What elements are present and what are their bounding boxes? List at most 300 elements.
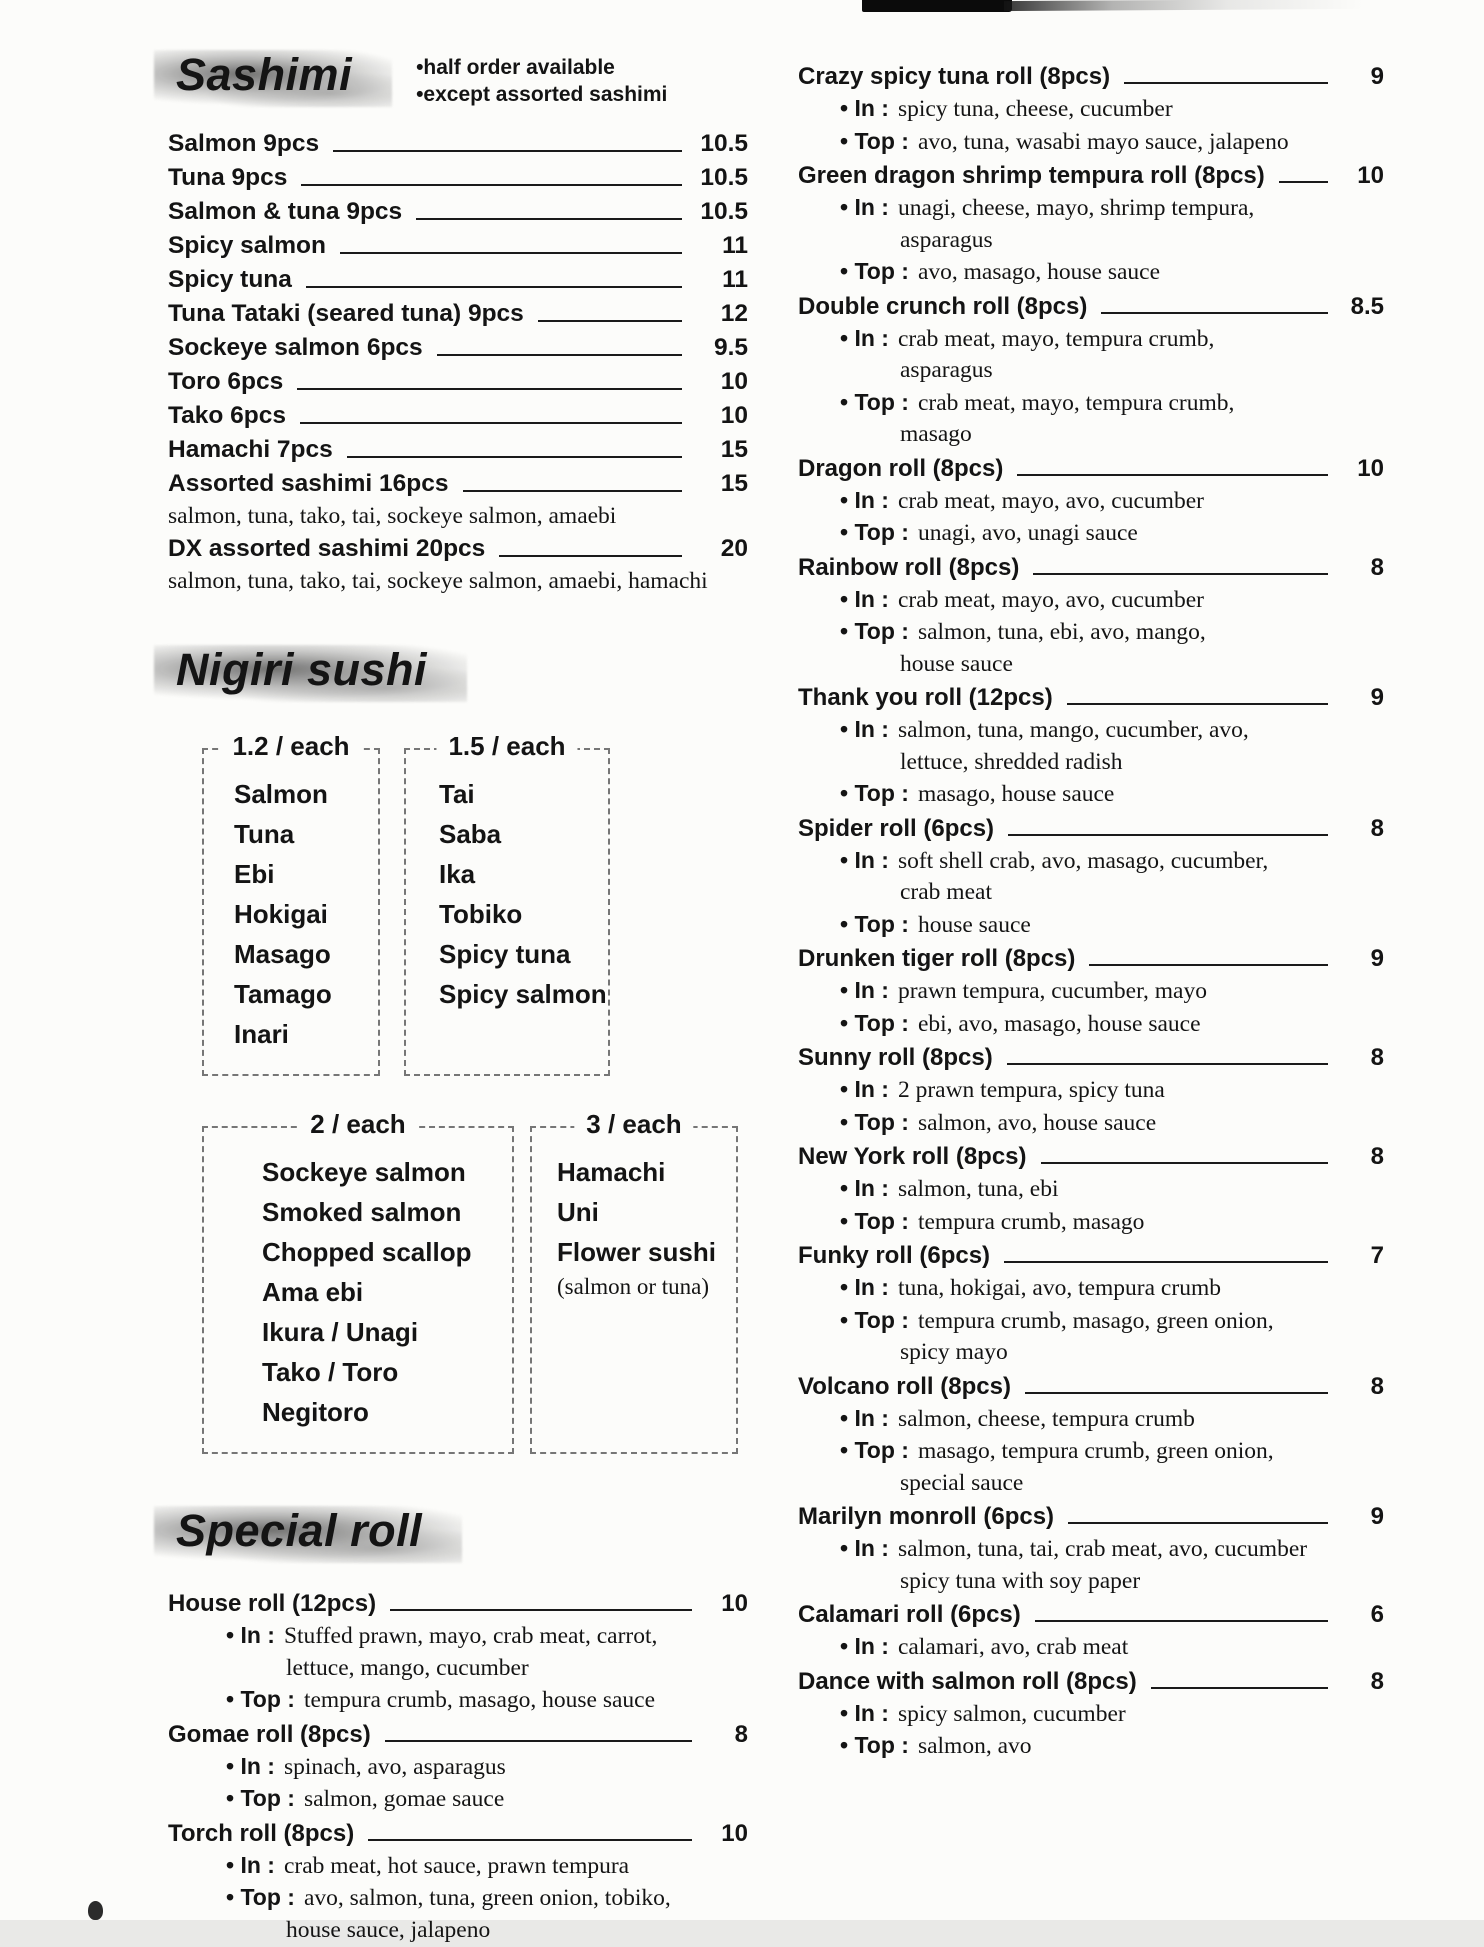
in-text: soft shell crab, avo, masago, cucumber, <box>897 847 1269 874</box>
price-leader-line <box>1101 312 1328 314</box>
ingredient-line-top <box>798 387 1384 420</box>
menu-row <box>168 1718 748 1751</box>
section-title-special-roll: Special roll <box>168 1502 446 1565</box>
in-label: • In : <box>840 194 889 220</box>
price-leader-line <box>390 1609 692 1611</box>
item-price: 8 <box>1370 1044 1384 1071</box>
price-leader-line <box>1008 834 1328 836</box>
ingredient-continuation: masago <box>900 421 972 447</box>
menu-row <box>798 942 1384 975</box>
nigiri-item: Ika <box>439 859 476 889</box>
price-leader-line <box>300 422 682 424</box>
top-text: avo, masago, house sauce <box>917 259 1161 285</box>
nigiri-boxes-row-1 <box>168 731 748 1076</box>
top-label: • Top : <box>840 258 909 284</box>
in-text: spinach, avo, asparagus <box>283 1753 506 1780</box>
top-label: • Top : <box>840 127 909 154</box>
top-text: house sauce <box>917 911 1031 938</box>
item-price: 8 <box>1370 1667 1384 1695</box>
ingredient-line-top <box>798 1206 1384 1239</box>
item-description: salmon, tuna, tako, tai, sockeye salmon, amaebi <box>168 503 617 529</box>
menu-item <box>798 60 1384 158</box>
menu-item <box>168 1587 748 1717</box>
menu-item <box>798 1041 1384 1139</box>
menu-item <box>798 290 1384 451</box>
price-leader-line <box>1004 1261 1328 1263</box>
item-name: Volcano roll (8pcs) <box>798 1372 1011 1400</box>
menu-row <box>798 60 1384 93</box>
price-leader-line <box>297 388 682 390</box>
menu-item <box>168 1718 748 1816</box>
in-text: salmon, tuna, ebi <box>897 1176 1059 1202</box>
ingredient-line-in <box>168 1850 748 1883</box>
menu-row <box>168 1817 748 1850</box>
nigiri-item: Sockeye salmon <box>262 1157 466 1187</box>
top-text: unagi, avo, unagi sauce <box>917 520 1138 546</box>
ingredient-line-top <box>798 778 1384 811</box>
item-name: Funky roll (6pcs) <box>798 1242 991 1269</box>
in-label: • In : <box>840 1274 889 1300</box>
item-name: Dance with salmon roll (8pcs) <box>798 1667 1137 1695</box>
nigiri-item: Masago <box>234 939 331 969</box>
menu-row <box>168 365 748 399</box>
item-price: 10 <box>721 1819 748 1847</box>
ingredient-continuation: crab meat <box>900 879 992 905</box>
top-text: crab meat, mayo, tempura crumb, <box>917 389 1235 416</box>
ingredient-continuation: lettuce, shredded radish <box>900 748 1123 775</box>
ingredient-line-in <box>798 1173 1384 1206</box>
nigiri-item: Negitoro <box>262 1397 369 1427</box>
item-name: Spider roll (6pcs) <box>798 814 995 842</box>
top-text: salmon, tuna, ebi, avo, mango, <box>917 619 1206 645</box>
top-label: • Top : <box>840 388 909 415</box>
item-name: Hamachi 7pcs <box>168 436 333 463</box>
nigiri-item: Tuna <box>234 819 295 849</box>
item-price: 10 <box>1357 454 1384 482</box>
menu-row <box>798 290 1384 323</box>
item-name: DX assorted sashimi 20pcs <box>168 535 486 562</box>
item-name: Tako 6pcs <box>168 402 287 429</box>
nigiri-item: Hamachi <box>557 1157 666 1187</box>
ingredient-line-top <box>798 616 1384 649</box>
ingredient-line-in <box>798 1698 1384 1731</box>
ingredient-line-top <box>798 1435 1384 1468</box>
ingredient-line-in <box>798 485 1384 518</box>
menu-item <box>798 1140 1384 1238</box>
menu-row <box>798 1041 1384 1074</box>
item-name: Salmon 9pcs <box>168 130 320 157</box>
ingredient-line-in <box>168 1751 748 1784</box>
item-price: 10 <box>720 402 748 429</box>
nigiri-item: Flower sushi <box>557 1237 716 1267</box>
menu-item <box>798 1598 1384 1664</box>
box-price-header: 1.5 / each <box>436 731 577 762</box>
in-text: spicy tuna, cheese, cucumber <box>897 96 1173 122</box>
item-name: Marilyn monroll (6pcs) <box>798 1503 1055 1530</box>
menu-item <box>798 1500 1384 1597</box>
ingredient-line-in <box>798 323 1384 356</box>
item-name: Green dragon shrimp tempura roll (8pcs) <box>798 162 1265 189</box>
nigiri-item: Chopped scallop <box>262 1237 472 1267</box>
nigiri-item: Salmon <box>234 779 328 809</box>
top-text: masago, house sauce <box>917 781 1115 807</box>
box-items <box>204 750 378 1074</box>
ingredient-line-top <box>798 1305 1384 1338</box>
item-price: 15 <box>720 436 748 463</box>
in-text: spicy salmon, cucumber <box>897 1700 1126 1727</box>
in-label: • In : <box>840 1535 889 1561</box>
nigiri-item: Spicy salmon <box>439 979 607 1009</box>
menu-item <box>798 812 1384 942</box>
in-text: tuna, hokigai, avo, tempura crumb <box>897 1275 1221 1301</box>
item-price: 8 <box>734 1720 748 1748</box>
in-label: • In : <box>226 1622 275 1648</box>
menu-item <box>168 1817 748 1947</box>
nigiri-box-2-each <box>202 1109 514 1454</box>
ingredient-line-in <box>798 1533 1384 1566</box>
item-price: 12 <box>720 300 748 327</box>
in-label: • In : <box>840 324 889 351</box>
in-label: • In : <box>840 1699 889 1726</box>
menu-row <box>798 1370 1384 1403</box>
top-label: • Top : <box>226 1686 295 1712</box>
price-leader-line <box>463 490 682 492</box>
in-label: • In : <box>840 486 889 513</box>
nigiri-boxes-row-2 <box>168 1109 748 1454</box>
nigiri-section <box>168 641 748 1454</box>
item-price: 10.5 <box>700 130 748 157</box>
ingredient-continuation: house sauce <box>900 650 1013 677</box>
menu-row <box>168 532 748 566</box>
nigiri-item: Hokigai <box>234 899 328 929</box>
in-text: salmon, tuna, mango, cucumber, avo, <box>897 717 1249 743</box>
ingredient-line-in <box>798 1074 1384 1107</box>
menu-item <box>798 942 1384 1040</box>
in-label: • In : <box>840 585 889 612</box>
in-label: • In : <box>840 95 889 121</box>
item-price: 8 <box>1370 1143 1384 1170</box>
ingredient-line-top <box>168 1783 748 1816</box>
price-leader-line <box>1017 474 1328 476</box>
box-items <box>204 1128 512 1452</box>
item-name: Toro 6pcs <box>168 368 284 395</box>
top-label: • Top : <box>840 1207 909 1234</box>
top-label: • Top : <box>840 1732 909 1758</box>
menu-row <box>168 433 748 467</box>
ingredient-line-top <box>798 517 1384 550</box>
scan-artifact-bar <box>862 0 1012 12</box>
ingredient-line-top <box>798 1107 1384 1140</box>
box-price-header: 1.2 / each <box>220 731 361 762</box>
menu-item <box>798 1239 1384 1369</box>
sashimi-header-row <box>168 46 748 109</box>
top-label: • Top : <box>226 1884 295 1910</box>
item-price: 10.5 <box>700 164 748 191</box>
in-label: • In : <box>840 1076 889 1102</box>
item-name: New York roll (8pcs) <box>798 1143 1027 1170</box>
ingredient-line-in <box>798 584 1384 617</box>
price-leader-line <box>1067 703 1328 705</box>
in-label: • In : <box>840 1633 889 1659</box>
price-leader-line <box>347 456 682 458</box>
menu-row <box>168 195 748 229</box>
in-label: • In : <box>226 1752 275 1779</box>
ingredient-line-in <box>798 975 1384 1008</box>
nigiri-item: Tobiko <box>439 899 523 929</box>
menu-row <box>798 159 1384 192</box>
menu-row <box>798 812 1384 845</box>
top-text: salmon, avo <box>917 1733 1032 1759</box>
top-text: masago, tempura crumb, green onion, <box>917 1438 1274 1464</box>
item-price: 20 <box>720 535 748 562</box>
price-leader-line <box>1025 1392 1328 1394</box>
menu-row <box>798 1140 1384 1173</box>
box-price-header: 3 / each <box>574 1109 693 1140</box>
top-label: • Top : <box>840 1306 909 1333</box>
ingredient-line-in <box>798 93 1384 126</box>
nigiri-item: Uni <box>557 1197 599 1227</box>
in-label: • In : <box>840 977 889 1003</box>
sashimi-notes <box>416 54 667 108</box>
item-price: 11 <box>722 266 748 293</box>
box-items <box>532 1128 736 1322</box>
menu-row <box>168 331 748 365</box>
menu-row <box>798 1665 1384 1698</box>
nigiri-item: Inari <box>234 1019 289 1049</box>
price-leader-line <box>385 1740 692 1742</box>
item-price: 8 <box>1370 553 1384 581</box>
ingredient-line-top <box>168 1882 748 1915</box>
price-leader-line <box>499 555 682 557</box>
nigiri-item: Tamago <box>234 979 332 1009</box>
item-name: Sockeye salmon 6pcs <box>168 334 423 361</box>
menu-row <box>168 263 748 297</box>
nigiri-item: Ikura / Unagi <box>262 1317 419 1347</box>
item-price: 10 <box>720 368 748 395</box>
in-label: • In : <box>226 1851 275 1878</box>
item-name: Spicy salmon <box>168 232 326 259</box>
nigiri-box-1-2-each <box>202 731 380 1076</box>
menu-row <box>168 229 748 263</box>
price-leader-line <box>416 218 682 220</box>
menu-row <box>798 551 1384 584</box>
menu-item <box>798 1665 1384 1763</box>
item-name: Drunken tiger roll (8pcs) <box>798 945 1076 972</box>
price-leader-line <box>1279 181 1328 183</box>
scan-artifact-wedge <box>1004 0 1364 11</box>
top-label: • Top : <box>840 1108 909 1135</box>
in-text: crab meat, mayo, avo, cucumber <box>897 487 1204 514</box>
price-leader-line <box>1035 1620 1328 1622</box>
ingredient-continuation: spicy mayo <box>900 1339 1008 1365</box>
top-text: tempura crumb, masago, house sauce <box>303 1687 656 1713</box>
item-price: 8 <box>1370 814 1384 842</box>
box-items <box>406 750 608 1034</box>
menu-row <box>798 1598 1384 1631</box>
item-name: Sunny roll (8pcs) <box>798 1044 993 1071</box>
ingredient-line-in <box>798 1631 1384 1664</box>
top-text: salmon, avo, house sauce <box>917 1109 1157 1136</box>
item-price: 9 <box>1370 684 1384 711</box>
ingredient-continuation: lettuce, mango, cucumber <box>286 1654 529 1681</box>
price-leader-line <box>1033 573 1328 575</box>
ingredient-line-in <box>798 714 1384 747</box>
nigiri-item: Tako / Toro <box>262 1357 399 1387</box>
ingredient-line-top <box>798 909 1384 942</box>
in-text: crab meat, hot sauce, prawn tempura <box>283 1852 630 1879</box>
item-name: Assorted sashimi 16pcs <box>168 470 449 497</box>
top-text: salmon, gomae sauce <box>303 1786 505 1812</box>
sashimi-list <box>168 127 748 597</box>
special-roll-section <box>168 1502 748 1946</box>
item-price: 9 <box>1370 63 1384 90</box>
ingredient-line-top <box>798 256 1384 289</box>
menu-row <box>168 467 748 501</box>
nigiri-item: Smoked salmon <box>262 1197 462 1227</box>
price-leader-line <box>306 286 682 288</box>
price-leader-line <box>1007 1063 1328 1065</box>
price-leader-line <box>538 320 682 322</box>
item-name: Tuna Tataki (seared tuna) 9pcs <box>168 300 524 327</box>
in-text: unagi, cheese, mayo, shrimp tempura, <box>897 195 1255 221</box>
price-leader-line <box>368 1839 692 1841</box>
right-column <box>798 60 1384 1764</box>
item-name: Rainbow roll (8pcs) <box>798 553 1020 581</box>
ingredient-line-in <box>798 1403 1384 1436</box>
top-label: • Top : <box>226 1785 295 1811</box>
top-text: avo, tuna, wasabi mayo sauce, jalapeno <box>917 128 1289 155</box>
in-text: salmon, cheese, tempura crumb <box>897 1405 1195 1432</box>
ingredient-continuation: asparagus <box>900 357 993 383</box>
menu-item <box>798 681 1384 811</box>
item-name: Torch roll (8pcs) <box>168 1819 355 1847</box>
in-text: salmon, tuna, tai, crab meat, avo, cucumber <box>897 1536 1308 1562</box>
in-label: • In : <box>840 846 889 873</box>
ingredient-line-in <box>798 1272 1384 1305</box>
special-rolls-left <box>168 1587 748 1946</box>
menu-row <box>168 127 748 161</box>
nigiri-item: Spicy tuna <box>439 939 571 969</box>
section-title-nigiri: Nigiri sushi <box>168 641 451 704</box>
price-leader-line <box>301 184 682 186</box>
ingredient-line-in <box>798 192 1384 225</box>
item-name: Calamari roll (6pcs) <box>798 1601 1021 1628</box>
menu-row <box>168 297 748 331</box>
in-text: 2 prawn tempura, spicy tuna <box>897 1077 1165 1103</box>
price-leader-line <box>333 150 682 152</box>
item-name: Dragon roll (8pcs) <box>798 454 1004 482</box>
note-half-order: •half order available <box>416 56 615 79</box>
menu-item <box>798 551 1384 681</box>
section-title-sashimi: Sashimi <box>168 46 376 109</box>
top-text: tempura crumb, masago <box>917 1208 1145 1235</box>
item-price: 15 <box>720 470 748 497</box>
item-price: 6 <box>1370 1601 1384 1628</box>
item-price: 9 <box>1370 1503 1384 1530</box>
ingredient-line-in <box>798 845 1384 878</box>
menu-item <box>798 452 1384 550</box>
item-name: Tuna 9pcs <box>168 164 288 191</box>
menu-row <box>798 1500 1384 1533</box>
menu-item <box>798 1370 1384 1500</box>
in-label: • In : <box>840 716 889 742</box>
ingredient-line-top <box>168 1684 748 1717</box>
top-label: • Top : <box>840 780 909 806</box>
nigiri-box-3-each <box>530 1109 738 1454</box>
item-price: 11 <box>722 232 748 259</box>
menu-row <box>798 1239 1384 1272</box>
item-description: salmon, tuna, tako, tai, sockeye salmon, amaebi, hamachi <box>168 568 708 594</box>
item-price: 7 <box>1370 1242 1384 1269</box>
item-price: 8 <box>1370 1372 1384 1400</box>
ingredient-line-top <box>798 126 1384 159</box>
price-leader-line <box>1041 1162 1328 1164</box>
ingredient-line-top <box>798 1730 1384 1763</box>
nigiri-item: Saba <box>439 819 502 849</box>
item-name: Spicy tuna <box>168 266 292 293</box>
item-price: 9 <box>1370 945 1384 972</box>
item-name: Double crunch roll (8pcs) <box>798 292 1088 320</box>
nigiri-item-note: (salmon or tuna) <box>557 1274 710 1299</box>
ingredient-line-in <box>168 1620 748 1653</box>
nigiri-item: Tai <box>439 779 475 809</box>
menu-row <box>168 399 748 433</box>
ingredient-continuation: house sauce, jalapeno <box>286 1916 491 1943</box>
item-price: 8.5 <box>1350 292 1384 320</box>
top-label: • Top : <box>840 1437 909 1463</box>
nigiri-item: Ama ebi <box>262 1277 364 1307</box>
ingredient-continuation: special sauce <box>900 1469 1024 1496</box>
menu-item <box>798 159 1384 289</box>
price-leader-line <box>1068 1522 1328 1524</box>
menu-row <box>798 681 1384 714</box>
price-leader-line <box>437 354 682 356</box>
ingredient-line-top <box>798 1008 1384 1041</box>
top-label: • Top : <box>840 1009 909 1036</box>
price-leader-line <box>1151 1687 1328 1689</box>
item-price: 10 <box>1357 162 1384 189</box>
price-leader-line <box>340 252 682 254</box>
top-label: • Top : <box>840 910 909 937</box>
menu-row <box>798 452 1384 485</box>
top-label: • Top : <box>840 618 909 644</box>
item-price: 10 <box>721 1590 748 1617</box>
in-label: • In : <box>840 1404 889 1431</box>
top-text: avo, salmon, tuna, green onion, tobiko, <box>303 1885 671 1911</box>
ingredient-continuation: asparagus <box>900 226 993 253</box>
item-price: 9.5 <box>713 334 748 361</box>
top-text: ebi, avo, masago, house sauce <box>917 1010 1201 1037</box>
nigiri-item: Ebi <box>234 859 275 889</box>
in-text: crab meat, mayo, avo, cucumber <box>897 586 1204 613</box>
top-label: • Top : <box>840 519 909 545</box>
item-name: Crazy spicy tuna roll (8pcs) <box>798 63 1111 90</box>
item-name: Thank you roll (12pcs) <box>798 684 1053 711</box>
in-text: calamari, avo, crab meat <box>897 1634 1129 1660</box>
in-text: crab meat, mayo, tempura crumb, <box>897 325 1215 352</box>
item-name: Salmon & tuna 9pcs <box>168 198 403 225</box>
scan-artifact-dot <box>88 1901 103 1920</box>
in-label: • In : <box>840 1175 889 1201</box>
menu-row <box>168 1587 748 1620</box>
top-text: tempura crumb, masago, green onion, <box>917 1307 1274 1334</box>
in-text: Stuffed prawn, mayo, crab meat, carrot, <box>283 1623 658 1649</box>
price-leader-line <box>1124 82 1328 84</box>
in-text: prawn tempura, cucumber, mayo <box>897 978 1207 1004</box>
ingredient-continuation: spicy tuna with soy paper <box>900 1567 1141 1594</box>
item-name: Gomae roll (8pcs) <box>168 1720 371 1748</box>
nigiri-box-1-5-each <box>404 731 610 1076</box>
